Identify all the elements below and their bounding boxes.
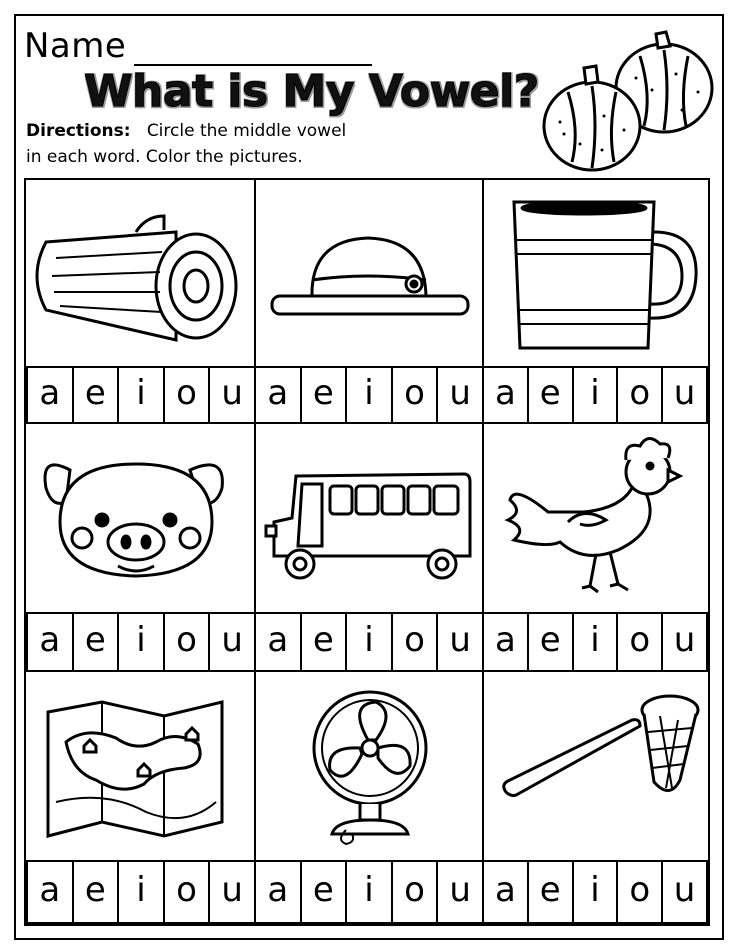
- vowel-choice[interactable]: i: [347, 368, 393, 422]
- vowel-choice[interactable]: e: [74, 862, 120, 922]
- vowel-choice[interactable]: i: [119, 614, 165, 670]
- vowel-choice[interactable]: u: [449, 870, 471, 910]
- vowel-choice[interactable]: u: [449, 373, 471, 413]
- vowel-row: [26, 860, 256, 924]
- vowel-choice[interactable]: a: [256, 368, 302, 422]
- vowel-choice[interactable]: a: [256, 862, 302, 922]
- directions-line-1: Circle the middle vowel: [146, 121, 347, 141]
- picture-cell: [256, 672, 482, 860]
- vowel-choice[interactable]: o: [618, 368, 663, 422]
- vowel-choice[interactable]: e: [529, 614, 574, 670]
- vowel-choice[interactable]: u: [221, 870, 243, 910]
- hen-icon: [484, 424, 708, 612]
- vowel-choice[interactable]: e: [302, 862, 348, 922]
- worksheet-title: What is My Vowel?: [84, 66, 539, 117]
- vowel-row: [254, 612, 484, 672]
- net-icon: [484, 672, 708, 860]
- vowel-row: [254, 860, 484, 924]
- vowel-choice[interactable]: a: [28, 862, 74, 922]
- vowel-choice[interactable]: a: [28, 368, 74, 422]
- vowel-choice[interactable]: e: [74, 368, 120, 422]
- vowel-choice[interactable]: a: [28, 614, 74, 670]
- picture-cell: [256, 424, 482, 612]
- log-icon: [26, 180, 254, 364]
- fan-icon: [256, 672, 482, 860]
- vowel-choice[interactable]: o: [165, 368, 211, 422]
- vowel-choice[interactable]: e: [529, 368, 574, 422]
- vowel-choice[interactable]: a: [484, 614, 529, 670]
- vowel-row: [482, 366, 708, 424]
- vowel-row: [482, 612, 708, 672]
- vowel-choice[interactable]: e: [302, 614, 348, 670]
- vowel-choice[interactable]: o: [165, 614, 211, 670]
- picture-cell: [26, 672, 254, 860]
- picture-cell: [26, 180, 254, 364]
- vowel-choice[interactable]: u: [673, 620, 696, 660]
- vowel-choice[interactable]: o: [618, 614, 663, 670]
- vowel-choice[interactable]: i: [574, 368, 619, 422]
- vowel-row: [26, 366, 256, 424]
- picture-cell: [484, 180, 708, 364]
- directions-label: Directions:: [26, 121, 131, 141]
- vowel-choice[interactable]: i: [119, 862, 165, 922]
- vowel-choice[interactable]: o: [393, 862, 439, 922]
- pumpkins-icon: [540, 26, 724, 176]
- vowel-choice[interactable]: a: [484, 862, 529, 922]
- directions-line-2: in each word. Color the pictures.: [26, 147, 303, 167]
- vowel-grid: [24, 178, 710, 926]
- vowel-row: [254, 366, 484, 424]
- vowel-choice[interactable]: i: [574, 862, 619, 922]
- vowel-choice[interactable]: e: [302, 368, 348, 422]
- vowel-choice[interactable]: u: [673, 870, 696, 910]
- vowel-choice[interactable]: i: [347, 862, 393, 922]
- vowel-choice[interactable]: a: [484, 368, 529, 422]
- vowel-choice[interactable]: a: [256, 614, 302, 670]
- directions: [26, 118, 346, 170]
- vowel-choice[interactable]: o: [393, 614, 439, 670]
- hat-icon: [256, 180, 482, 364]
- picture-cell: [484, 672, 708, 860]
- vowel-choice[interactable]: o: [393, 368, 439, 422]
- vowel-choice[interactable]: i: [574, 614, 619, 670]
- vowel-row: [26, 612, 256, 672]
- vowel-choice[interactable]: o: [165, 862, 211, 922]
- picture-cell: [256, 180, 482, 364]
- bus-icon: [256, 424, 482, 612]
- vowel-choice[interactable]: u: [449, 620, 471, 660]
- vowel-choice[interactable]: i: [119, 368, 165, 422]
- vowel-choice[interactable]: i: [347, 614, 393, 670]
- vowel-choice[interactable]: u: [221, 373, 243, 413]
- vowel-row: [482, 860, 708, 924]
- vowel-choice[interactable]: u: [221, 620, 243, 660]
- pig-icon: [26, 424, 254, 612]
- vowel-choice[interactable]: e: [529, 862, 574, 922]
- picture-cell: [26, 424, 254, 612]
- vowel-choice[interactable]: u: [673, 373, 696, 413]
- vowel-choice[interactable]: e: [74, 614, 120, 670]
- picture-cell: [484, 424, 708, 612]
- map-icon: [26, 672, 254, 860]
- name-label: Name: [24, 26, 127, 66]
- vowel-choice[interactable]: o: [618, 862, 663, 922]
- mug-icon: [484, 180, 708, 364]
